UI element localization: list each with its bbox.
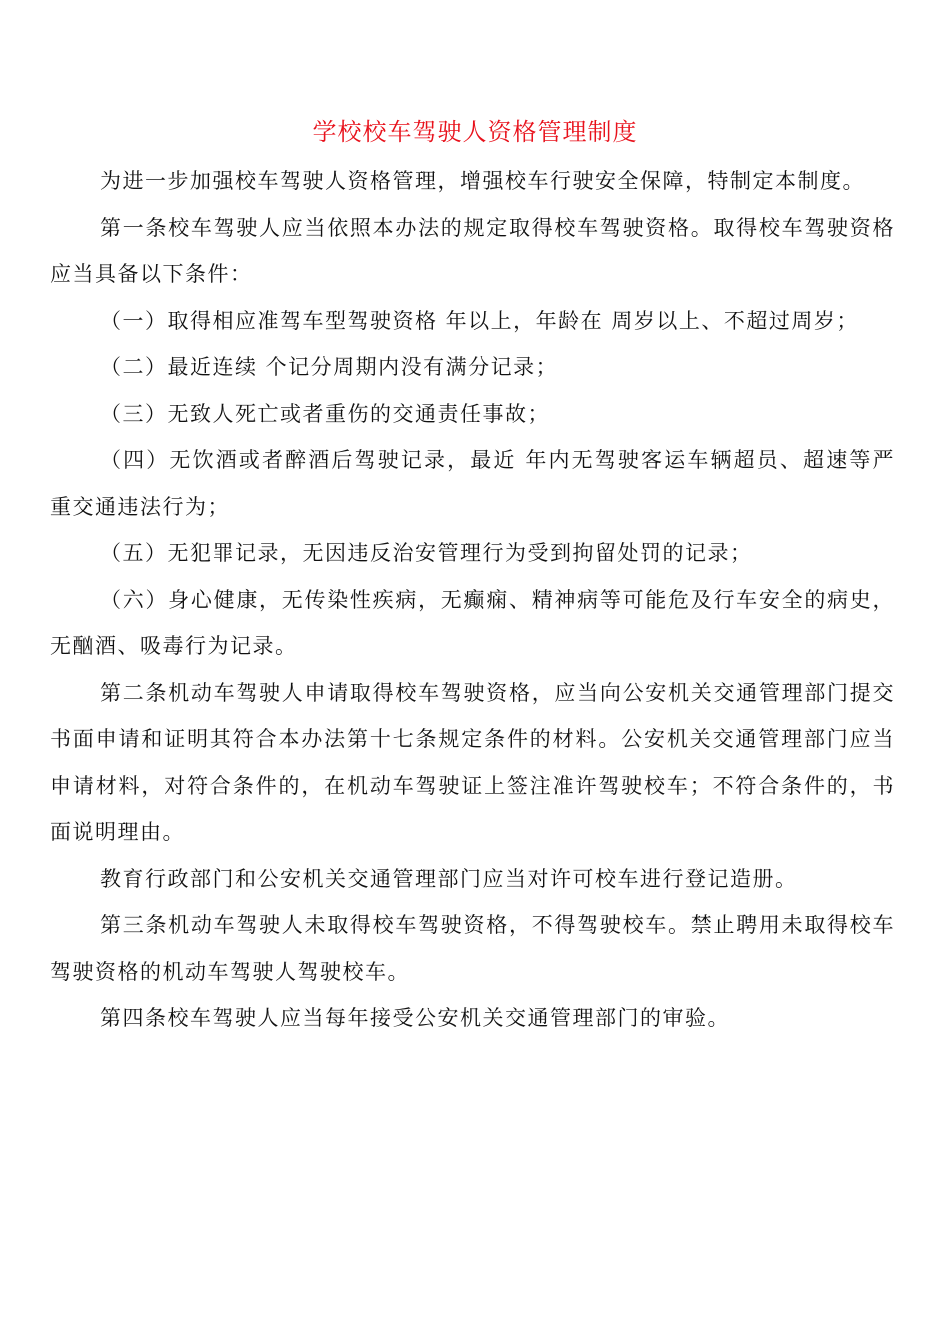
paragraph-article-4: 第四条校车驾驶人应当每年接受公安机关交通管理部门的审验。 — [100, 1006, 730, 1030]
paragraph-intro: 为进一步加强校车驾驶人资格管理，增强校车行驶安全保障，特制定本制度。 — [100, 169, 865, 193]
paragraph-article-2: 第二条机动车驾驶人申请取得校车驾驶资格，应当向公安机关交通管理部门提交书面申请和证明其符合本办法第十七条规定条件的材料。公安机关交通管理部门应当 申请材料，对符合条件的，在机动车驾驶证上签注准许驾驶校车；不符合条件的，书面说明理由。 — [50, 680, 895, 844]
document-body — [50, 158, 895, 1042]
paragraph-condition-3: （三）无致人死亡或者重伤的交通责任事故； — [100, 401, 550, 426]
paragraph-condition-1: （一）取得相应准驾车型驾驶资格 年以上，年龄在 周岁以上、不超过周岁； — [100, 308, 859, 333]
paragraph-condition-6: （六）身心健康，无传染性疾病，无癫痫、精神病等可能危及行车安全的病史，无酗酒、吸毒行为记录。 — [50, 587, 895, 658]
paragraph-condition-4: （四）无饮酒或者醉酒后驾驶记录，最近 年内无驾驶客运车辆超员、超速等严重交通违法行为； — [50, 448, 895, 519]
paragraph-condition-5: （五）无犯罪记录，无因违反治安管理行为受到拘留处罚的记录； — [100, 541, 753, 565]
paragraph-registration: 教育行政部门和公安机关交通管理部门应当对许可校车进行登记造册。 — [100, 866, 798, 891]
paragraph-article-1: 第一条校车驾驶人应当依照本办法的规定取得校车驾驶资格。取得校车驾驶资格应当具备以下条件： — [50, 215, 895, 286]
document-title: 学校校车驾驶人资格管理制度 — [312, 118, 638, 146]
paragraph-article-3: 第三条机动车驾驶人未取得校车驾驶资格，不得驾驶校车。禁止聘用未取得校车驾驶资格的机动车驾驶人驾驶校车。 — [50, 913, 895, 984]
paragraph-condition-2: （二）最近连续 个记分周期内没有满分记录； — [100, 355, 559, 379]
